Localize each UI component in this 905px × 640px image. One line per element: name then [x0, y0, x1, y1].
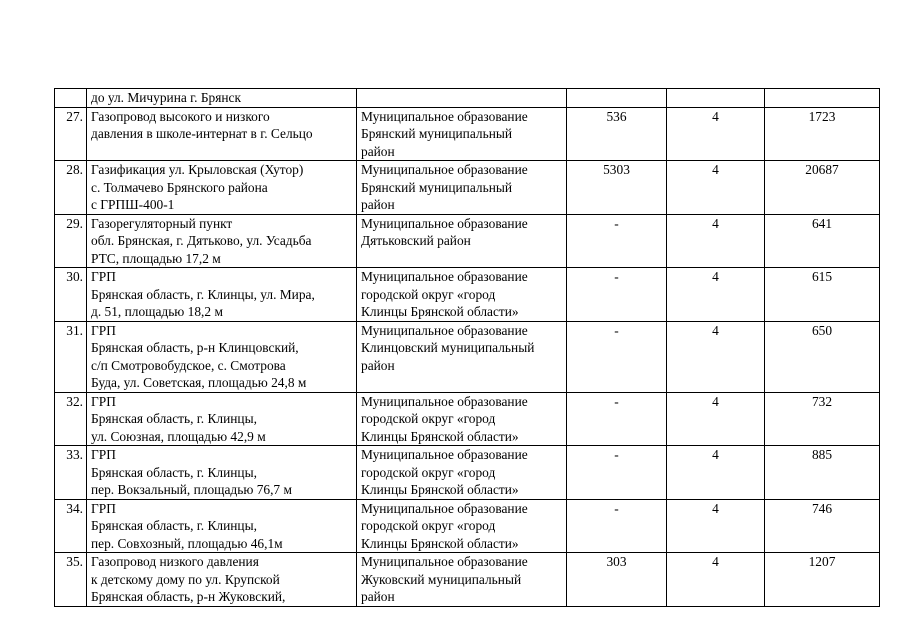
object-name-line: ул. Союзная, площадью 42,9 м: [91, 428, 266, 444]
object-name-cell: [87, 499, 357, 553]
row-number: 30.: [66, 269, 83, 284]
object-name-cell: [87, 161, 357, 215]
group-cell: [667, 321, 765, 392]
row-number: 29.: [66, 215, 83, 231]
row-number-cell: [55, 107, 87, 161]
row-number: 32.: [66, 393, 83, 409]
group-cell: [667, 89, 765, 108]
table-row: [55, 214, 880, 268]
value-cell: [765, 214, 880, 268]
row-number-cell: [55, 321, 87, 392]
object-name-line: Газификация ул. Крыловская (Хутор): [91, 162, 304, 177]
row-number-cell: [55, 214, 87, 268]
owner-cell: [357, 499, 567, 553]
value-cell: [765, 161, 880, 215]
length-cell: [567, 446, 667, 500]
group-cell: [667, 499, 765, 553]
value-value: 746: [811, 500, 833, 516]
object-name-line: обл. Брянская, г. Дятьково, ул. Усадьба: [91, 233, 312, 248]
object-name-line: Газорегуляторный пункт: [91, 215, 233, 231]
owner-line: Жуковский муниципальный: [361, 571, 522, 587]
row-number-cell: [55, 392, 87, 446]
owner-line: Клинцы Брянской области»: [361, 482, 519, 497]
group-value: 4: [712, 108, 719, 124]
owner-cell: [357, 214, 567, 268]
object-name-line: с/п Смотровобудское, с. Смотрова: [91, 357, 286, 373]
owner-line: Брянский муниципальный: [361, 126, 513, 141]
group-cell: [667, 446, 765, 500]
group-cell: [667, 161, 765, 215]
row-number-cell: [55, 446, 87, 500]
owner-line: городской округ «город: [361, 411, 496, 426]
table-row: [55, 161, 880, 215]
length-value: -: [614, 393, 619, 409]
row-number: 34.: [66, 500, 83, 516]
owner-cell: [357, 89, 567, 108]
owner-line: Клинцы Брянской области»: [361, 304, 519, 319]
owner-line: район: [361, 357, 395, 373]
length-cell: [567, 392, 667, 446]
row-number: 27.: [66, 108, 83, 124]
object-name-line: Брянская область, г. Клинцы,: [91, 518, 257, 533]
owner-line: городской округ «город: [361, 464, 496, 480]
object-name-cell: [87, 392, 357, 446]
length-value: -: [614, 447, 619, 462]
object-name-line: РТС, площадью 17,2 м: [91, 250, 221, 266]
group-value: 4: [712, 162, 719, 177]
object-name-line: пер. Вокзальный, площадью 76,7 м: [91, 482, 292, 497]
owner-line: городской округ «город: [361, 518, 496, 533]
object-name-line: Брянская область, г. Клинцы,: [91, 411, 257, 426]
table-row: [55, 392, 880, 446]
object-name-line: пер. Совхозный, площадью 46,1м: [91, 535, 283, 551]
length-cell: [567, 107, 667, 161]
object-name-line: д. 51, площадью 18,2 м: [91, 304, 223, 319]
object-name-line: ГРП: [91, 393, 116, 409]
object-name-line: давления в школе-интернат в г. Сельцо: [91, 126, 313, 141]
group-value: 4: [712, 500, 719, 516]
owner-line: Клинцовский муниципальный: [361, 340, 535, 355]
row-number: 28.: [66, 162, 83, 177]
table-body: [55, 89, 880, 607]
object-name-cell: [87, 268, 357, 322]
object-name-line: до ул. Мичурина г. Брянск: [91, 90, 241, 105]
length-value: 5303: [603, 162, 630, 177]
object-name-cell: [87, 107, 357, 161]
row-number-cell: [55, 161, 87, 215]
object-name-cell: [87, 214, 357, 268]
group-cell: [667, 553, 765, 607]
gas-facilities-table: [54, 88, 880, 607]
owner-line: Муниципальное образование: [361, 500, 528, 516]
row-number-cell: [55, 89, 87, 108]
table-row: [55, 553, 880, 607]
owner-line: район: [361, 143, 395, 159]
owner-line: Муниципальное образование: [361, 269, 528, 284]
value-cell: [765, 392, 880, 446]
group-cell: [667, 214, 765, 268]
length-value: 536: [606, 108, 627, 124]
row-number-cell: [55, 553, 87, 607]
value-cell: [765, 553, 880, 607]
row-number-cell: [55, 268, 87, 322]
value-value: 1723: [808, 108, 836, 124]
value-cell: [765, 321, 880, 392]
group-value: 4: [712, 447, 719, 462]
row-number-cell: [55, 499, 87, 553]
object-name-line: Газопровод высокого и низкого: [91, 108, 270, 124]
owner-cell: [357, 107, 567, 161]
length-value: -: [614, 322, 619, 338]
value-value: 1207: [808, 554, 836, 569]
owner-line: Брянский муниципальный: [361, 179, 513, 195]
group-cell: [667, 107, 765, 161]
length-cell: [567, 89, 667, 108]
owner-line: Муниципальное образование: [361, 162, 528, 177]
owner-cell: [357, 321, 567, 392]
owner-line: район: [361, 589, 395, 604]
owner-line: Муниципальное образование: [361, 108, 528, 124]
row-number: 33.: [66, 447, 83, 462]
length-cell: [567, 214, 667, 268]
object-name-line: ГРП: [91, 500, 116, 516]
length-value: -: [614, 500, 619, 516]
group-value: 4: [712, 554, 719, 569]
owner-cell: [357, 553, 567, 607]
row-number: 35.: [66, 554, 83, 569]
value-cell: [765, 268, 880, 322]
group-value: 4: [712, 393, 719, 409]
object-name-line: ГРП: [91, 269, 116, 284]
owner-cell: [357, 161, 567, 215]
owner-line: Клинцы Брянской области»: [361, 535, 519, 551]
table-row: [55, 499, 880, 553]
length-cell: [567, 268, 667, 322]
value-cell: [765, 89, 880, 108]
owner-line: Муниципальное образование: [361, 447, 528, 462]
object-name-cell: [87, 321, 357, 392]
value-value: 641: [811, 215, 833, 231]
owner-line: Муниципальное образование: [361, 393, 528, 409]
owner-line: Муниципальное образование: [361, 215, 528, 231]
object-name-cell: [87, 446, 357, 500]
value-value: 20687: [805, 162, 839, 177]
owner-line: Муниципальное образование: [361, 554, 528, 569]
object-name-line: Буда, ул. Советская, площадью 24,8 м: [91, 375, 307, 390]
value-value: 650: [811, 322, 833, 338]
length-cell: [567, 161, 667, 215]
value-value: 615: [811, 269, 833, 284]
object-name-line: Брянская область, р-н Клинцовский,: [91, 340, 299, 355]
object-name-line: Брянская область, р-н Жуковский,: [91, 589, 286, 604]
object-name-line: ГРП: [91, 447, 116, 462]
owner-cell: [357, 446, 567, 500]
table-row: [55, 321, 880, 392]
object-name-line: ГРП: [91, 322, 116, 338]
owner-line: Клинцы Брянской области»: [361, 428, 519, 444]
value-value: 732: [811, 393, 833, 409]
owner-cell: [357, 268, 567, 322]
group-cell: [667, 392, 765, 446]
owner-cell: [357, 392, 567, 446]
object-name-line: с. Толмачево Брянского района: [91, 179, 268, 195]
group-cell: [667, 268, 765, 322]
length-cell: [567, 553, 667, 607]
length-value: 303: [606, 554, 627, 569]
table-row: [55, 107, 880, 161]
object-name-line: Брянская область, г. Клинцы, ул. Мира,: [91, 286, 315, 302]
table-row: [55, 268, 880, 322]
object-name-cell: [87, 553, 357, 607]
length-value: -: [614, 269, 619, 284]
owner-line: городской округ «город: [361, 286, 496, 302]
object-name-line: Газопровод низкого давления: [91, 554, 259, 569]
owner-line: Дятьковский район: [361, 233, 471, 248]
table-row: [55, 446, 880, 500]
length-cell: [567, 499, 667, 553]
value-cell: [765, 446, 880, 500]
object-name-cell: [87, 89, 357, 108]
value-value: 885: [811, 447, 833, 462]
owner-line: Муниципальное образование: [361, 322, 528, 338]
value-cell: [765, 499, 880, 553]
object-name-line: с ГРПШ-400-1: [91, 197, 175, 212]
length-cell: [567, 321, 667, 392]
table-row: [55, 89, 880, 108]
object-name-line: к детскому дому по ул. Крупской: [91, 571, 280, 587]
object-name-line: Брянская область, г. Клинцы,: [91, 464, 257, 480]
group-value: 4: [712, 215, 719, 231]
row-number: 31.: [66, 322, 83, 338]
length-value: -: [614, 215, 619, 231]
group-value: 4: [712, 322, 719, 338]
owner-line: район: [361, 197, 395, 212]
value-cell: [765, 107, 880, 161]
group-value: 4: [712, 269, 719, 284]
